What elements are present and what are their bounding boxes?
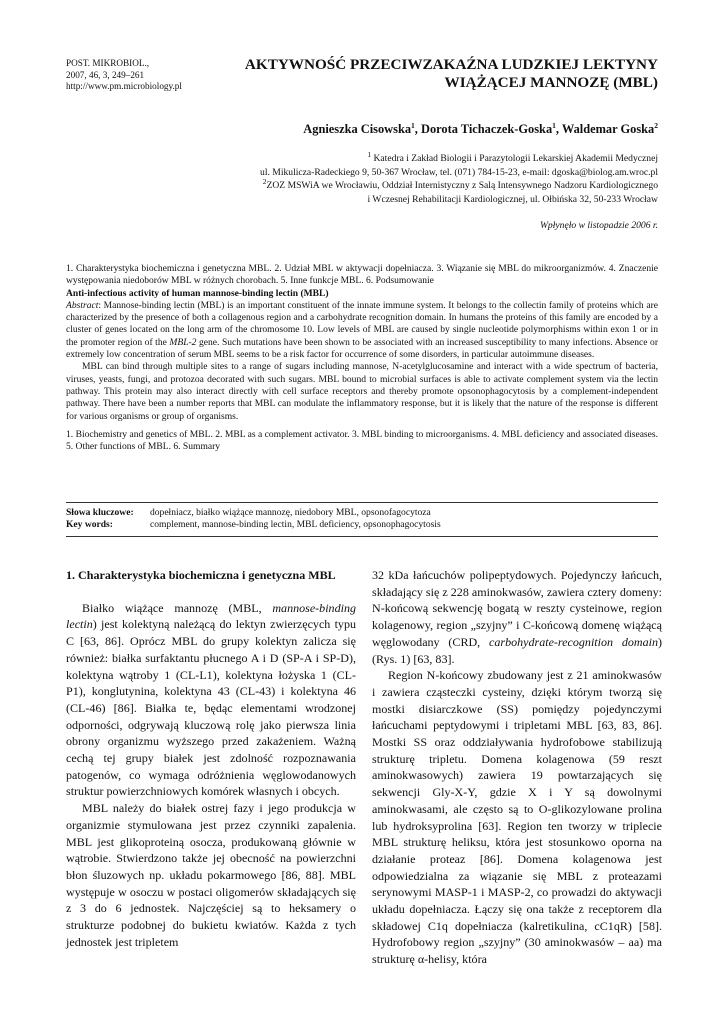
- author-name: Agnieszka Cisowska: [303, 122, 412, 136]
- keywords-pl-value: dopełniacz, białko wiążące mannozę, niedobory MBL, opsonofagocytoza: [150, 507, 431, 518]
- author-affiliation-mark: 1: [411, 120, 415, 130]
- title-line-2: WIĄŻĄCEJ MANNOZĘ (MBL): [444, 74, 658, 91]
- affiliation-1: [98, 149, 658, 166]
- affiliation-2-address: i Wczesnej Rehabilitacji Kardiologicznej, ul. Ołbińska 32, 50-233 Wrocław: [367, 193, 658, 205]
- publication-info: [66, 58, 256, 93]
- keywords-top-divider: [66, 502, 658, 503]
- gene-name: MBL-2: [169, 336, 197, 348]
- body-paragraph: [66, 600, 356, 800]
- body-column-left: [66, 567, 356, 950]
- contents-english: 1. Biochemistry and genetics of MBL. 2. MBL as a complement activator. 3. MBL binding to microorganisms. 4. MBL deficiency and associated diseases. 5. Other functions of MBL. 6. Summary: [66, 428, 658, 453]
- keywords-bottom-divider: [66, 536, 658, 537]
- body-text: 32 kDa łańcuchów polipeptydowych. Pojedynczy łańcuch, składający się z 228 aminokwasów, zawiera cztery domeny: N-końcową sekwencję bogatą w reszty cysteinowe, region kolagenowy, region „szyjny” i C-końcową domenę wiążącą węglowodany (CRD,: [372, 568, 662, 649]
- abstract-label: Abstract: [66, 299, 99, 311]
- author-affiliation-mark: 1: [552, 120, 556, 130]
- keywords-polish: [66, 507, 658, 519]
- abstract-paragraph-1: [66, 300, 658, 361]
- author-list: [98, 122, 658, 137]
- journal-name: POST. MIKROBIOL.,: [66, 58, 150, 68]
- author-affiliation-mark: 2: [654, 120, 658, 130]
- abstract-paragraph-2: MBL can bind through multiple sites to a range of sugars including mannose, N-acetylglucosamine and interact with a wide spectrum of bacteria, viruses, yeasts, fungi, and protozoa decorated with such sugars. MBL bound to microbial surfaces is able to activate complement system via the lectin pathway. This protein may also interact directly with cell surface receptors and thereby promote opsonophagocytosis by a complement-independent pathway. There have been a number reports that MBL can modulate the inflammatory response, but it is likely that the nature of the response is different for various organisms or group of organisms.: [66, 361, 658, 422]
- affiliation-2: [98, 179, 658, 193]
- affiliation-1-address: ul. Mikulicza-Radeckiego 9, 50-367 Wrocław, tel. (071) 784-15-23, e-mail: dgoska@biolog.am.wroc.pl: [260, 166, 658, 178]
- body-paragraph: [372, 567, 662, 667]
- section-heading: 1. Charakterystyka biochemiczna i genetyczna MBL: [66, 568, 336, 582]
- keywords: [66, 507, 658, 532]
- body-paragraph: MBL należy do białek ostrej fazy i jego produkcja w organizmie stymulowana jest przez czynniki zapalenia. MBL jest glikoproteiną osocza, produkowaną głównie w wątrobie. Stwierdzono także jej obecność na powierzchni błon śluzowych np. układu pokarmowego [86, 88]. MBL występuje w osoczu w postaci oligomerów składających się z 3 do 6 jednostek. Najczęściej są to heksamery o strukturze podobnej do bukietu kwiatów. Każda z tych jednostek jest tripletem: [66, 801, 356, 949]
- body-text: ) (Rys. 1) [63, 83].: [372, 634, 662, 666]
- keywords-en-label: Key words:: [66, 519, 113, 531]
- body-paragraph: Region N-końcowy zbudowany jest z 21 aminokwasów i zawiera cząsteczki cysteiny, dzięki którym tworzą się mostki disiarczkowe (SS) pomiędzy pojedynczymi łańcuchami peptydowymi i tripletami MBL [63, 83, 86]. Mostki SS oraz oddziaływania hydrofobowe stabilizują strukturę tripletu. Domena kolagenowa (59 reszt aminokwasowych) zawiera 19 powtarzających się sekwencji Gly-X-Y, gdzie X i Y są dowolnymi aminokwasami, ale często są to O-glikozylowane prolina lub hydroksyprolina [63]. Region ten tworzy w triplecie MBL strukturę heliksu, która jest stosunkowo oporna na działanie proteaz [86]. Domena kolagenowa jest odpowiedzialna za wiązanie się MBL z proteazami serynowymi MASP-1 i MASP-2, co prowadzi do aktywacji układu dopełniacza. Łączy się ona także z receptorem dla składowej C1q dopełniacza (kalretikulina, cC1qR) [58]. Hydrofobowy region „szyjny” (30 aminokwasów – aa) ma strukturę α-helisy, która: [372, 668, 662, 967]
- affiliation-line: Katedra i Zakład Biologii i Parazytologii Lekarskiej Akademii Medycznej: [373, 153, 658, 164]
- affiliation-number: 1: [367, 149, 372, 159]
- received-date: Wpłynęło w listopadzie 2006 r.: [539, 220, 658, 231]
- affiliation-number: 2: [262, 177, 267, 186]
- body-text: Białko wiążące mannozę (MBL,: [82, 600, 273, 615]
- article-title: [238, 56, 658, 92]
- contents-polish: 1. Charakterystyka biochemiczna i genetyczna MBL. 2. Udział MBL w aktywacji dopełniacza. 3. Wiązanie się MBL do mikroorganizmów. 4. Znaczenie występowania niedoborów MBL w różnych chorobach. 5. Inne funkcje MBL. 6. Podsumowanie: [66, 263, 658, 287]
- author-name: Waldemar Goska: [561, 122, 655, 136]
- abstract-text: : Mannose-binding lectin (MBL) is an important constituent of the innate immune system. It belongs to the collectin family of proteins which are characterized by the presence of both a collagenous region and a carbohydrate recognition domain. In humans the proteins of this family are encoded by a cluster of genes located on the long arm of the chromosome 10. Low levels of MBL are caused by single nucleotide polymorphisms within exon 1 or in the promoter region of the: [66, 299, 658, 348]
- keywords-english: [66, 519, 658, 531]
- body-text: ) jest kolektyną należącą do lektyn zwierzęcych typu C [63, 86]. Oprócz MBL do grupy kolektyn zalicza się również: białka surfaktantu płucnego A i D (SP-A i SP-D), kolektyna wątroby 1 (CL-L1), kolektyna łożyska 1 (CL-P1), konglutynina, kolektyna 43 (CL-43) i kolektyna 46 (CL-46) [86]. Białka te, będąc elementami wrodzonej odporności, odgrywają kluczową rolę jako pierwsza linia obrony organizmu wyższego przed zakażeniem. Ważną cechą tej grupy białek jest zdolność rozpoznawania patogenów, co wymaga odróżnienia węglowodanowych struktur powierzchniowych komórek własnych i obcych.: [66, 617, 356, 799]
- body-italic: mannose-binding lectin: [66, 600, 356, 632]
- title-line-1: AKTYWNOŚĆ PRZECIWZAKAŹNA LUDZKIEJ LEKTYNY: [244, 56, 658, 73]
- abstract-text: gene. Such mutations have been shown to be associated with an increased susceptibility to many infections. Absence or extremely low concentration of serum MBL seems to be a risk factor for occurrence of some disorders, in particular autoimmune diseases.: [66, 336, 658, 361]
- affiliation-line: ZOZ MSWiA we Wrocławiu, Oddział Internistyczny z Salą Intensywnego Nadzoru Kardiologicznego: [266, 180, 658, 192]
- abstract-section: [66, 263, 658, 453]
- author-separator: ,: [555, 122, 562, 136]
- body-column-right: [372, 567, 662, 968]
- affiliations: [98, 149, 658, 206]
- keywords-en-value: complement, mannose-binding lectin, MBL deficiency, opsonophagocytosis: [150, 519, 441, 531]
- body-italic: carbohydrate-recognition domain: [489, 634, 658, 649]
- author-name: Dorota Tichaczek-Goska: [421, 122, 553, 136]
- journal-url[interactable]: http://www.pm.microbiology.pl: [66, 81, 182, 92]
- author-separator: ,: [414, 122, 421, 136]
- journal-volume: 2007, 46, 3, 249–261: [66, 69, 145, 80]
- keywords-pl-label: Słowa kluczowe:: [66, 507, 134, 518]
- english-title: Anti-infectious activity of human mannose-binding lectin (MBL): [66, 287, 329, 299]
